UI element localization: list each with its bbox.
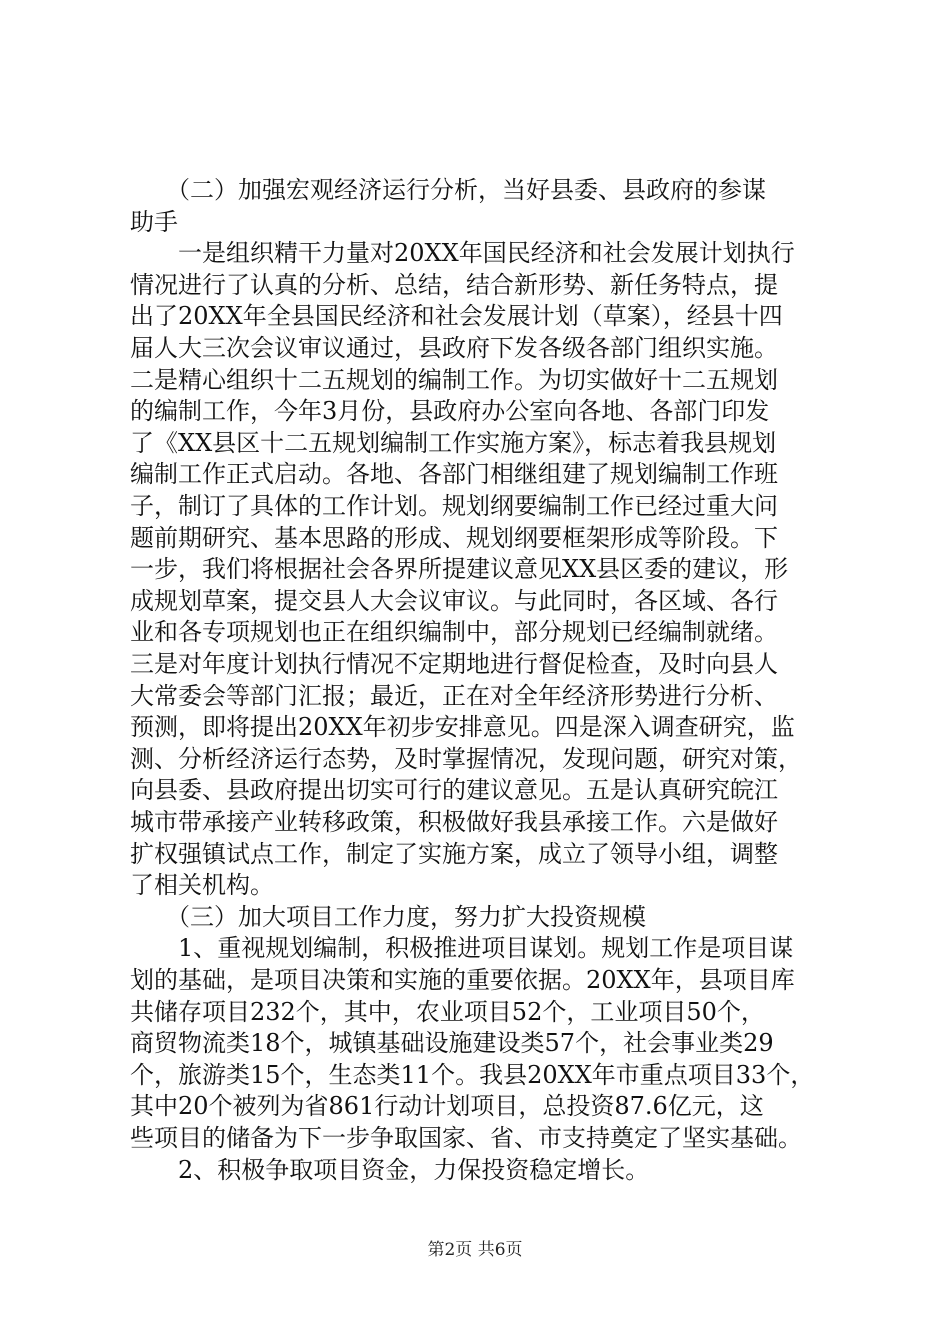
text-line: 2、积极争取项目资金，力保投资稳定增长。 — [130, 1156, 650, 1184]
text-line: 成规划草案，提交县人大会议审议。与此同时，各区域、各行 — [130, 587, 778, 615]
text-line: 1、重视规划编制，积极推进项目谋划。规划工作是项目谋 — [130, 934, 794, 962]
text-line: 划的基础，是项目决策和实施的重要依据。20XX年，县项目库 — [130, 966, 795, 994]
text-line: 情况进行了认真的分析、总结，结合新形势、新任务特点，提 — [130, 271, 778, 299]
text-line: 业和各专项规划也正在组织编制中，部分规划已经编制就绪。 — [130, 618, 778, 646]
text-line: 预测，即将提出20XX年初步安排意见。四是深入调查研究，监 — [130, 713, 795, 741]
text-line: 子，制订了具体的工作计划。规划纲要编制工作已经过重大问 — [130, 492, 778, 520]
text-line: 个，旅游类15个，生态类11个。我县20XX年市重点项目33个， — [130, 1061, 815, 1089]
text-line: 了《XX县区十二五规划编制工作实施方案》，标志着我县规划 — [130, 429, 777, 457]
text-line: 测、分析经济运行态势，及时掌握情况，发现问题，研究对策， — [130, 745, 802, 773]
text-line: 三是对年度计划执行情况不定期地进行督促检查，及时向县人 — [130, 650, 778, 678]
text-line: 商贸物流类18个，城镇基础设施建设类57个，社会事业类29 — [130, 1029, 774, 1057]
text-line: （二）加强宏观经济运行分析，当好县委、县政府的参谋 — [130, 176, 766, 204]
text-line: 了相关机构。 — [130, 871, 274, 899]
text-line: 些项目的储备为下一步争取国家、省、市支持奠定了坚实基础。 — [130, 1124, 802, 1152]
text-line: 的编制工作，今年3月份，县政府办公室向各地、各部门印发 — [130, 397, 770, 425]
page-number-footer: 第2页 共6页 — [427, 1240, 523, 1260]
text-line: 出了20XX年全县国民经济和社会发展计划（草案），经县十四 — [130, 302, 783, 330]
text-line: （三）加大项目工作力度，努力扩大投资规模 — [130, 903, 646, 931]
text-line: 一是组织精干力量对20XX年国民经济和社会发展计划执行 — [130, 239, 795, 267]
text-line: 题前期研究、基本思路的形成、规划纲要框架形成等阶段。下 — [130, 524, 778, 552]
text-line: 一步，我们将根据社会各界所提建议意见XX县区委的建议，形 — [130, 555, 789, 583]
text-line: 编制工作正式启动。各地、各部门相继组建了规划编制工作班 — [130, 460, 778, 488]
text-line: 城市带承接产业转移政策，积极做好我县承接工作。六是做好 — [130, 808, 778, 836]
text-line: 向县委、县政府提出切实可行的建议意见。五是认真研究皖江 — [130, 776, 778, 804]
text-line: 其中20个被列为省861行动计划项目，总投资87.6亿元，这 — [130, 1092, 764, 1120]
text-line: 大常委会等部门汇报；最近，正在对全年经济形势进行分析、 — [130, 682, 778, 710]
text-line: 届人大三次会议审议通过，县政府下发各级各部门组织实施。 — [130, 334, 778, 362]
text-line: 二是精心组织十二五规划的编制工作。为切实做好十二五规划 — [130, 366, 778, 394]
text-line: 共储存项目232个，其中，农业项目52个，工业项目50个， — [130, 998, 765, 1026]
text-line: 助手 — [130, 208, 178, 236]
text-line: 扩权强镇试点工作，制定了实施方案，成立了领导小组，调整 — [130, 840, 778, 868]
